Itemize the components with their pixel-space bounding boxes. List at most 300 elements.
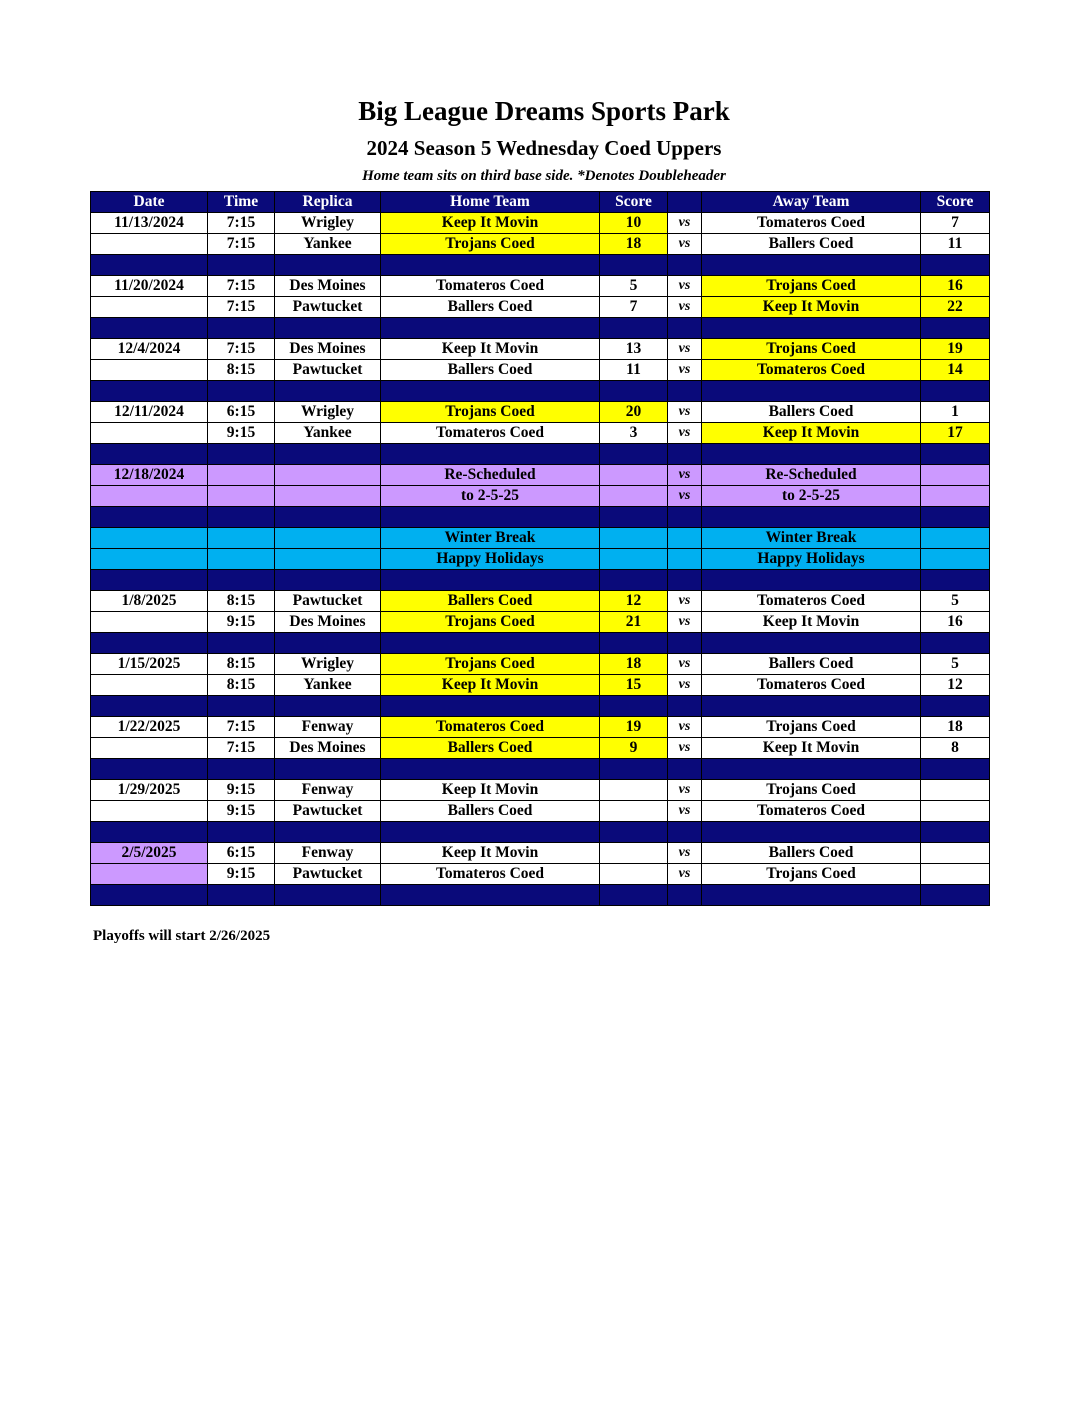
- home-team-cell: Keep It Movin: [381, 675, 600, 696]
- home-score-cell: 20: [600, 402, 668, 423]
- home-team-cell: Happy Holidays: [381, 549, 600, 570]
- date-cell: 11/20/2024: [91, 276, 208, 297]
- home-team-cell: Keep It Movin: [381, 213, 600, 234]
- replica-cell: Des Moines: [275, 612, 381, 633]
- away-team-cell: Tomateros Coed: [702, 591, 921, 612]
- vs-cell: vs: [668, 843, 702, 864]
- time-cell: 7:15: [208, 339, 275, 360]
- home-score-cell: 15: [600, 675, 668, 696]
- separator-cell: [921, 633, 990, 654]
- vs-cell: vs: [668, 717, 702, 738]
- separator-cell: [381, 570, 600, 591]
- home-team-cell: Trojans Coed: [381, 402, 600, 423]
- home-team-cell: Re-Scheduled: [381, 465, 600, 486]
- date-cell: [91, 675, 208, 696]
- home-score-cell: 13: [600, 339, 668, 360]
- separator-cell: [208, 696, 275, 717]
- home-score-cell: 11: [600, 360, 668, 381]
- time-cell: 7:15: [208, 297, 275, 318]
- game-row: [91, 738, 990, 759]
- separator-cell: [600, 633, 668, 654]
- time-cell: 7:15: [208, 276, 275, 297]
- separator-cell: [600, 507, 668, 528]
- separator-cell: [921, 822, 990, 843]
- separator-cell: [91, 318, 208, 339]
- separator-cell: [668, 318, 702, 339]
- date-cell: [91, 297, 208, 318]
- vs-cell: vs: [668, 213, 702, 234]
- date-cell: [91, 864, 208, 885]
- separator-cell: [600, 318, 668, 339]
- separator-row: [91, 822, 990, 843]
- vs-cell: vs: [668, 864, 702, 885]
- game-row: [91, 591, 990, 612]
- time-cell: [208, 486, 275, 507]
- away-team-cell: Trojans Coed: [702, 276, 921, 297]
- away-score-cell: 19: [921, 339, 990, 360]
- separator-cell: [91, 255, 208, 276]
- home-team-cell: Ballers Coed: [381, 591, 600, 612]
- vs-cell: [668, 528, 702, 549]
- home-team-note: Home team sits on third base side. *Denotes Doubleheader: [362, 168, 726, 184]
- home-team-cell: Trojans Coed: [381, 612, 600, 633]
- game-row: [91, 801, 990, 822]
- separator-cell: [91, 822, 208, 843]
- away-team-cell: Trojans Coed: [702, 780, 921, 801]
- time-cell: [208, 549, 275, 570]
- away-team-cell: Winter Break: [702, 528, 921, 549]
- separator-cell: [91, 570, 208, 591]
- header-time: Time: [208, 192, 275, 213]
- time-cell: 7:15: [208, 738, 275, 759]
- home-score-cell: 18: [600, 234, 668, 255]
- date-cell: [91, 528, 208, 549]
- date-cell: [91, 234, 208, 255]
- replica-cell: Yankee: [275, 423, 381, 444]
- separator-row: [91, 633, 990, 654]
- winter-break-row: [91, 528, 990, 549]
- separator-cell: [208, 759, 275, 780]
- away-score-cell: [921, 780, 990, 801]
- separator-cell: [381, 759, 600, 780]
- replica-cell: Des Moines: [275, 339, 381, 360]
- rescheduled-row: [91, 486, 990, 507]
- separator-row: [91, 696, 990, 717]
- separator-cell: [381, 822, 600, 843]
- away-score-cell: [921, 843, 990, 864]
- date-cell: [91, 801, 208, 822]
- away-team-cell: Tomateros Coed: [702, 675, 921, 696]
- replica-cell: [275, 486, 381, 507]
- separator-cell: [600, 696, 668, 717]
- replica-cell: Fenway: [275, 843, 381, 864]
- separator-cell: [208, 822, 275, 843]
- game-row: [91, 612, 990, 633]
- separator-cell: [921, 444, 990, 465]
- time-cell: 7:15: [208, 717, 275, 738]
- date-cell: 12/11/2024: [91, 402, 208, 423]
- away-score-cell: 17: [921, 423, 990, 444]
- separator-cell: [702, 885, 921, 906]
- game-row: [91, 297, 990, 318]
- time-cell: 7:15: [208, 213, 275, 234]
- replica-cell: [275, 528, 381, 549]
- home-team-cell: Keep It Movin: [381, 780, 600, 801]
- separator-cell: [702, 570, 921, 591]
- time-cell: [208, 528, 275, 549]
- vs-cell: vs: [668, 360, 702, 381]
- separator-cell: [600, 381, 668, 402]
- away-score-cell: [921, 549, 990, 570]
- vs-cell: vs: [668, 297, 702, 318]
- home-score-cell: 21: [600, 612, 668, 633]
- away-score-cell: [921, 486, 990, 507]
- replica-cell: Pawtucket: [275, 360, 381, 381]
- separator-cell: [91, 759, 208, 780]
- separator-row: [91, 507, 990, 528]
- date-cell: [91, 486, 208, 507]
- replica-cell: Wrigley: [275, 402, 381, 423]
- separator-cell: [668, 507, 702, 528]
- replica-cell: Des Moines: [275, 276, 381, 297]
- away-team-cell: Re-Scheduled: [702, 465, 921, 486]
- replica-cell: Pawtucket: [275, 801, 381, 822]
- separator-cell: [600, 759, 668, 780]
- separator-cell: [208, 507, 275, 528]
- home-score-cell: [600, 528, 668, 549]
- separator-cell: [275, 381, 381, 402]
- separator-cell: [381, 255, 600, 276]
- separator-cell: [921, 318, 990, 339]
- game-row: [91, 360, 990, 381]
- time-cell: [208, 465, 275, 486]
- vs-cell: vs: [668, 654, 702, 675]
- vs-cell: vs: [668, 402, 702, 423]
- vs-cell: vs: [668, 423, 702, 444]
- home-team-cell: Tomateros Coed: [381, 276, 600, 297]
- separator-row: [91, 570, 990, 591]
- game-row: [91, 717, 990, 738]
- replica-cell: [275, 465, 381, 486]
- away-team-cell: Tomateros Coed: [702, 801, 921, 822]
- home-team-cell: Tomateros Coed: [381, 717, 600, 738]
- away-team-cell: Trojans Coed: [702, 864, 921, 885]
- time-cell: 9:15: [208, 864, 275, 885]
- vs-cell: vs: [668, 234, 702, 255]
- separator-cell: [702, 507, 921, 528]
- schedule-table: [90, 191, 990, 906]
- home-score-cell: 18: [600, 654, 668, 675]
- date-cell: [91, 612, 208, 633]
- away-score-cell: 12: [921, 675, 990, 696]
- away-score-cell: 8: [921, 738, 990, 759]
- date-cell: [91, 738, 208, 759]
- game-row: [91, 654, 990, 675]
- separator-cell: [668, 633, 702, 654]
- time-cell: 7:15: [208, 234, 275, 255]
- away-team-cell: Trojans Coed: [702, 339, 921, 360]
- separator-cell: [702, 759, 921, 780]
- away-score-cell: 14: [921, 360, 990, 381]
- winter-break-row: [91, 549, 990, 570]
- game-row: [91, 843, 990, 864]
- home-team-cell: Trojans Coed: [381, 654, 600, 675]
- playoffs-note: Playoffs will start 2/26/2025: [93, 928, 271, 944]
- separator-cell: [275, 822, 381, 843]
- schedule-body: [91, 213, 990, 906]
- home-score-cell: 10: [600, 213, 668, 234]
- away-team-cell: Happy Holidays: [702, 549, 921, 570]
- time-cell: 6:15: [208, 843, 275, 864]
- away-team-cell: Ballers Coed: [702, 654, 921, 675]
- separator-cell: [600, 570, 668, 591]
- header-replica: Replica: [275, 192, 381, 213]
- separator-cell: [702, 318, 921, 339]
- separator-cell: [702, 696, 921, 717]
- header-home-team: Home Team: [381, 192, 600, 213]
- separator-cell: [921, 381, 990, 402]
- away-team-cell: Keep It Movin: [702, 297, 921, 318]
- header-vs: [668, 192, 702, 213]
- header-away-score: Score: [921, 192, 990, 213]
- replica-cell: Wrigley: [275, 213, 381, 234]
- home-score-cell: 19: [600, 717, 668, 738]
- separator-cell: [921, 759, 990, 780]
- home-score-cell: [600, 843, 668, 864]
- separator-cell: [702, 822, 921, 843]
- vs-cell: vs: [668, 738, 702, 759]
- header-away-team: Away Team: [702, 192, 921, 213]
- replica-cell: Des Moines: [275, 738, 381, 759]
- away-score-cell: 5: [921, 591, 990, 612]
- away-score-cell: 1: [921, 402, 990, 423]
- away-team-cell: Ballers Coed: [702, 234, 921, 255]
- home-score-cell: [600, 486, 668, 507]
- separator-cell: [275, 696, 381, 717]
- separator-cell: [208, 444, 275, 465]
- separator-cell: [702, 255, 921, 276]
- game-row: [91, 213, 990, 234]
- separator-row: [91, 759, 990, 780]
- separator-cell: [91, 507, 208, 528]
- home-team-cell: to 2-5-25: [381, 486, 600, 507]
- time-cell: 9:15: [208, 612, 275, 633]
- separator-row: [91, 255, 990, 276]
- replica-cell: Fenway: [275, 780, 381, 801]
- separator-cell: [668, 822, 702, 843]
- away-team-cell: Tomateros Coed: [702, 213, 921, 234]
- separator-cell: [921, 696, 990, 717]
- separator-cell: [91, 444, 208, 465]
- time-cell: 8:15: [208, 591, 275, 612]
- home-team-cell: Winter Break: [381, 528, 600, 549]
- separator-cell: [91, 885, 208, 906]
- away-score-cell: [921, 801, 990, 822]
- separator-cell: [275, 255, 381, 276]
- separator-cell: [275, 570, 381, 591]
- separator-cell: [668, 759, 702, 780]
- home-score-cell: 9: [600, 738, 668, 759]
- replica-cell: Yankee: [275, 675, 381, 696]
- home-team-cell: Ballers Coed: [381, 801, 600, 822]
- separator-cell: [702, 633, 921, 654]
- home-team-cell: Keep It Movin: [381, 339, 600, 360]
- away-score-cell: 18: [921, 717, 990, 738]
- game-row: [91, 234, 990, 255]
- separator-cell: [600, 885, 668, 906]
- separator-row: [91, 444, 990, 465]
- away-score-cell: 22: [921, 297, 990, 318]
- home-team-cell: Keep It Movin: [381, 843, 600, 864]
- date-cell: [91, 549, 208, 570]
- separator-cell: [275, 507, 381, 528]
- separator-cell: [91, 381, 208, 402]
- away-score-cell: 5: [921, 654, 990, 675]
- home-score-cell: [600, 465, 668, 486]
- time-cell: 8:15: [208, 654, 275, 675]
- vs-cell: vs: [668, 486, 702, 507]
- rescheduled-row: [91, 465, 990, 486]
- time-cell: 8:15: [208, 675, 275, 696]
- home-score-cell: 12: [600, 591, 668, 612]
- time-cell: 9:15: [208, 780, 275, 801]
- separator-cell: [208, 381, 275, 402]
- away-team-cell: Ballers Coed: [702, 402, 921, 423]
- separator-cell: [668, 255, 702, 276]
- separator-row: [91, 885, 990, 906]
- date-cell: 1/8/2025: [91, 591, 208, 612]
- date-cell: 11/13/2024: [91, 213, 208, 234]
- home-team-cell: Ballers Coed: [381, 360, 600, 381]
- home-score-cell: 7: [600, 297, 668, 318]
- date-cell: [91, 360, 208, 381]
- time-cell: 8:15: [208, 360, 275, 381]
- separator-cell: [275, 885, 381, 906]
- vs-cell: vs: [668, 591, 702, 612]
- game-row: [91, 276, 990, 297]
- vs-cell: vs: [668, 339, 702, 360]
- separator-cell: [381, 885, 600, 906]
- away-team-cell: Trojans Coed: [702, 717, 921, 738]
- replica-cell: Wrigley: [275, 654, 381, 675]
- vs-cell: vs: [668, 801, 702, 822]
- separator-cell: [921, 255, 990, 276]
- page-subtitle: 2024 Season 5 Wednesday Coed Uppers: [366, 136, 722, 160]
- time-cell: 9:15: [208, 801, 275, 822]
- replica-cell: Pawtucket: [275, 297, 381, 318]
- home-score-cell: [600, 780, 668, 801]
- separator-cell: [275, 318, 381, 339]
- away-score-cell: 16: [921, 612, 990, 633]
- home-team-cell: Tomateros Coed: [381, 864, 600, 885]
- date-cell: 2/5/2025: [91, 843, 208, 864]
- replica-cell: Pawtucket: [275, 591, 381, 612]
- game-row: [91, 675, 990, 696]
- separator-cell: [600, 444, 668, 465]
- separator-cell: [668, 885, 702, 906]
- vs-cell: vs: [668, 465, 702, 486]
- header-home-score: Score: [600, 192, 668, 213]
- separator-cell: [668, 696, 702, 717]
- date-cell: 12/18/2024: [91, 465, 208, 486]
- home-score-cell: [600, 864, 668, 885]
- date-cell: 1/22/2025: [91, 717, 208, 738]
- time-cell: 6:15: [208, 402, 275, 423]
- game-row: [91, 339, 990, 360]
- replica-cell: Pawtucket: [275, 864, 381, 885]
- game-row: [91, 780, 990, 801]
- separator-cell: [208, 318, 275, 339]
- game-row: [91, 423, 990, 444]
- date-cell: 1/29/2025: [91, 780, 208, 801]
- separator-cell: [275, 633, 381, 654]
- separator-cell: [208, 570, 275, 591]
- separator-cell: [600, 822, 668, 843]
- date-cell: [91, 423, 208, 444]
- date-cell: 1/15/2025: [91, 654, 208, 675]
- separator-row: [91, 381, 990, 402]
- separator-cell: [275, 759, 381, 780]
- away-score-cell: [921, 465, 990, 486]
- separator-cell: [921, 507, 990, 528]
- home-team-cell: Ballers Coed: [381, 297, 600, 318]
- vs-cell: vs: [668, 276, 702, 297]
- replica-cell: Yankee: [275, 234, 381, 255]
- away-team-cell: Tomateros Coed: [702, 360, 921, 381]
- separator-cell: [668, 570, 702, 591]
- away-score-cell: 11: [921, 234, 990, 255]
- header-date: Date: [91, 192, 208, 213]
- separator-cell: [208, 885, 275, 906]
- separator-row: [91, 318, 990, 339]
- game-row: [91, 402, 990, 423]
- separator-cell: [381, 444, 600, 465]
- home-score-cell: 5: [600, 276, 668, 297]
- vs-cell: vs: [668, 675, 702, 696]
- home-team-cell: Tomateros Coed: [381, 423, 600, 444]
- time-cell: 9:15: [208, 423, 275, 444]
- away-team-cell: to 2-5-25: [702, 486, 921, 507]
- away-score-cell: [921, 864, 990, 885]
- separator-cell: [702, 381, 921, 402]
- replica-cell: [275, 549, 381, 570]
- away-score-cell: 16: [921, 276, 990, 297]
- away-team-cell: Keep It Movin: [702, 738, 921, 759]
- separator-cell: [275, 444, 381, 465]
- separator-cell: [600, 255, 668, 276]
- date-cell: 12/4/2024: [91, 339, 208, 360]
- separator-cell: [381, 696, 600, 717]
- separator-cell: [381, 381, 600, 402]
- table-header-row: [91, 192, 990, 213]
- replica-cell: Fenway: [275, 717, 381, 738]
- home-team-cell: Trojans Coed: [381, 234, 600, 255]
- separator-cell: [91, 696, 208, 717]
- away-score-cell: 7: [921, 213, 990, 234]
- vs-cell: vs: [668, 780, 702, 801]
- separator-cell: [702, 444, 921, 465]
- separator-cell: [208, 633, 275, 654]
- separator-cell: [921, 570, 990, 591]
- separator-cell: [668, 444, 702, 465]
- separator-cell: [208, 255, 275, 276]
- home-score-cell: 3: [600, 423, 668, 444]
- home-score-cell: [600, 801, 668, 822]
- page-title: Big League Dreams Sports Park: [358, 96, 730, 126]
- away-team-cell: Keep It Movin: [702, 423, 921, 444]
- away-team-cell: Ballers Coed: [702, 843, 921, 864]
- separator-cell: [668, 381, 702, 402]
